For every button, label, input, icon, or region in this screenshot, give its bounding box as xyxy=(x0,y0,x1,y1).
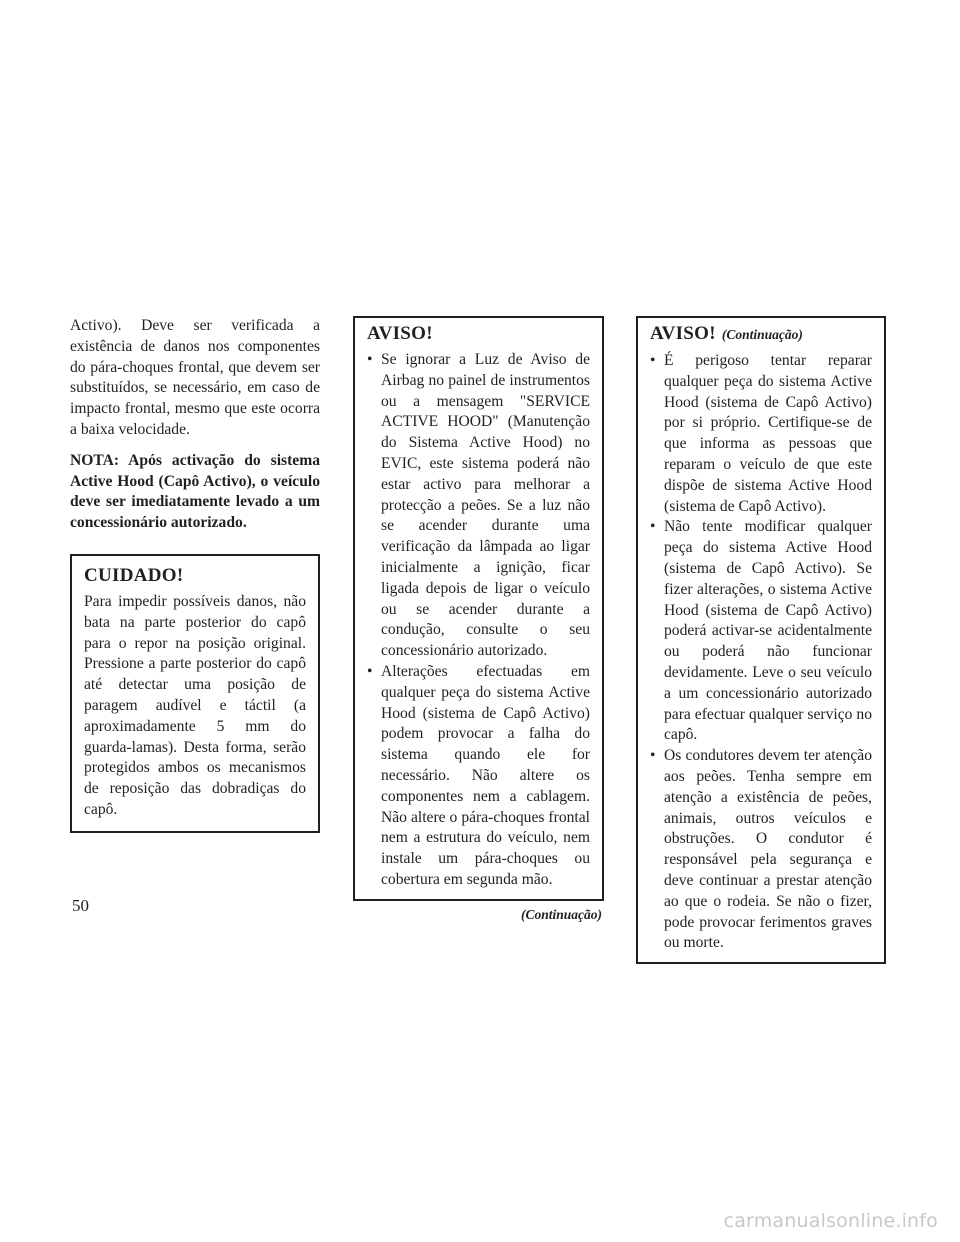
watermark-text[interactable]: carmanualsonline.info xyxy=(723,1210,938,1232)
warning-continued-suffix: (Continuação) xyxy=(721,327,803,342)
warning-item-text: Se ignorar a Luz de Aviso de Airbag no painel de instrumentos ou a mensagem "SERVICE ACTIVE HOOD" (Manutenção do Sistema Active Hood) no EVIC, este sistema poderá não estar activo para melhorar a protecção a peões. Se a luz não se acender durante uma verificação da lâmpada ao ligar inicialmente a ignição, ficar ligada depois de ligar o veículo ou se acender durante a condução, consulte o seu concessionário autorizado. xyxy=(381,351,590,660)
right-column xyxy=(636,316,886,964)
middle-column xyxy=(353,316,604,923)
bullet-icon: • xyxy=(367,351,373,368)
bullet-icon: • xyxy=(650,352,656,369)
intro-paragraph: Activo). Deve ser verificada a existência de danos nos componentes do pára-choques frontal, que devem ser substituídos, se necessário, em caso de impacto frontal, mesmo que este ocorra a baixa velocidade. xyxy=(70,317,320,438)
warning-box xyxy=(353,316,604,901)
warning-continued-title xyxy=(650,322,872,347)
warning-list xyxy=(367,350,590,891)
note-paragraph: NOTA: Após activação do sistema Active Hood (Capô Activo), o veículo deve ser imediatamente levado a um concessionário autorizado. xyxy=(70,451,320,532)
left-column xyxy=(70,316,320,833)
warning-item xyxy=(650,517,872,746)
warning-item xyxy=(650,746,872,954)
caution-box xyxy=(70,554,320,833)
warning-item-text: Não tente modificar qualquer peça do sistema Active Hood (sistema de Capô Activo). Se fizer alterações, o sistema Active Hood (sistema de Capô Activo) poderá activar-se acidentalmente ou poderá não funcionar devidamente. Leve o seu veículo a um concessionário autorizado para efectuar qualquer serviço no capô. xyxy=(664,518,872,744)
warning-item xyxy=(367,662,590,891)
warning-continued-list xyxy=(650,351,872,954)
page-number: 50 xyxy=(72,896,89,915)
warning-item-text: Os condutores devem ter atenção aos peões. Tenha sempre em atenção a existência de peões, animais, outros veículos e obstruções. O condutor é responsável pela segurança e deve continuar a prestar atenção ao que o rodeia. Se não o fizer, pode provocar ferimentos graves ou morte. xyxy=(664,747,872,952)
continuation-note: (Continuação) xyxy=(520,906,602,922)
warning-item xyxy=(650,351,872,517)
warning-item xyxy=(367,350,590,662)
caution-title: CUIDADO! xyxy=(84,564,184,586)
warning-continued-title-text: AVISO! xyxy=(650,323,716,344)
warning-item-text: Alterações efectuadas em qualquer peça do sistema Active Hood (sistema de Capô Activo) podem provocar a falha do sistema quando ele for necessário. Não altere os componentes nem a cablagem. Não altere o pára-choques frontal nem a estrutura do veículo, nem instale um pára-choques ou cobertura em segunda mão. xyxy=(381,662,590,888)
warning-continued-box xyxy=(636,316,886,964)
warning-title: AVISO! xyxy=(367,323,433,344)
bullet-icon: • xyxy=(367,662,373,680)
bullet-icon: • xyxy=(650,747,656,765)
warning-item-text: É perigoso tentar reparar qualquer peça do sistema Active Hood (sistema de Capô Activo) por si próprio. Certifique-se de que informa as pessoas que reparam o veículo de que este dispõe de sistema Active Hood (sistema de Capô Activo). xyxy=(664,352,872,515)
caution-text: Para impedir possíveis danos, não bata na parte posterior do capô para o repor na posição original. Pressione a parte posterior do capô até detectar uma posição de paragem audível e táctil (a aproximadamente 5 mm do guarda-lamas). Desta forma, serão protegidos ambos os mecanismos de reposição das dobradiças do capô. xyxy=(84,592,306,818)
bullet-icon: • xyxy=(650,518,656,536)
